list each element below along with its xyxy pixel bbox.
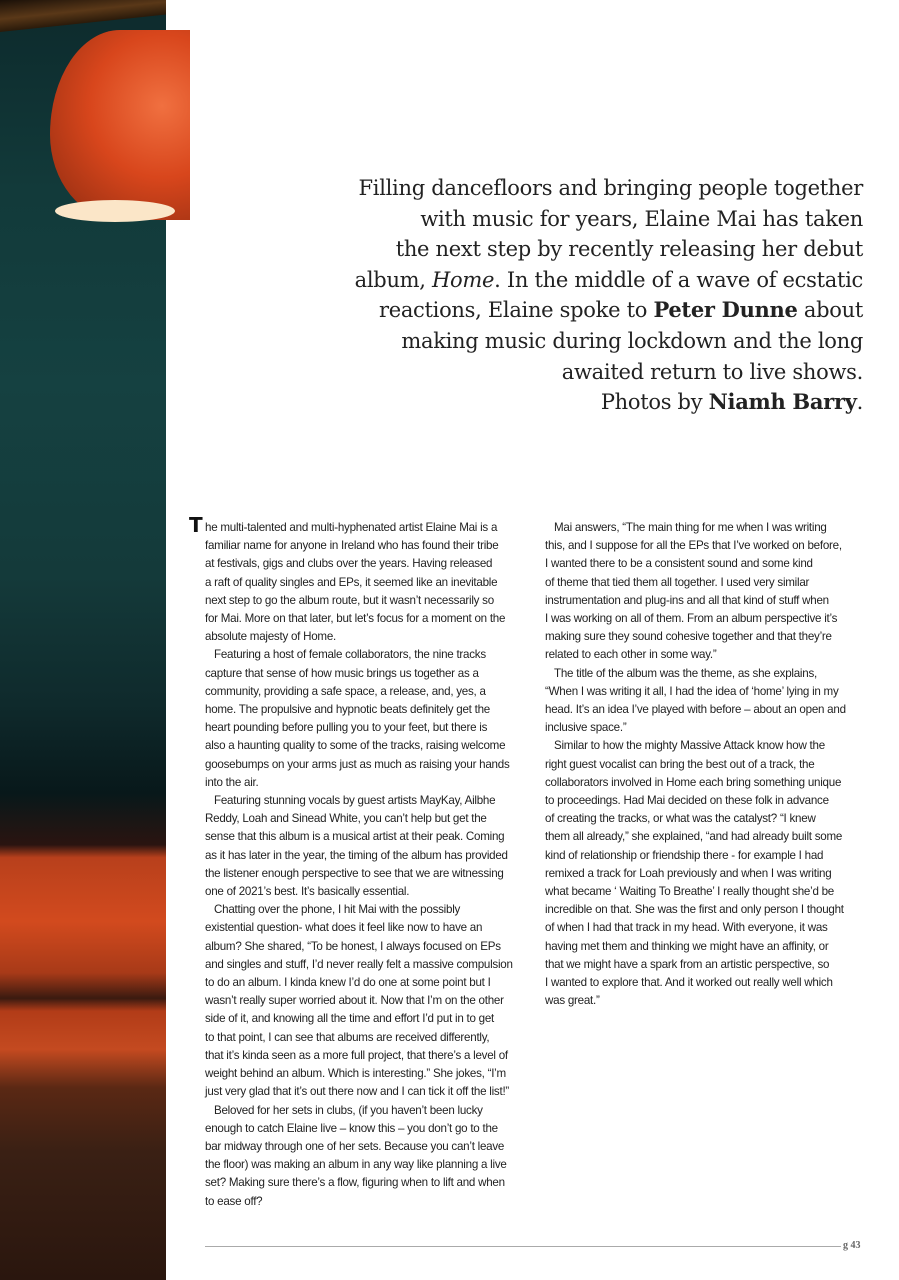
footer-rule bbox=[205, 1246, 841, 1247]
body-line: for Mai. More on that later, but let’s focus for a moment on the bbox=[205, 612, 506, 626]
body-line: this, and I suppose for all the EPs that I’ve worked on before, bbox=[545, 539, 842, 553]
body-line: next step to go the album route, but it wasn’t necessarily so bbox=[205, 593, 494, 607]
body-line: of when I had that track in my head. With everyone, it was bbox=[545, 921, 828, 935]
body-line: incredible on that. She was the first and only person I thought bbox=[545, 903, 844, 917]
body-line: was great.” bbox=[545, 994, 600, 1008]
body-line: Featuring a host of female collaborators, the nine tracks bbox=[214, 648, 486, 662]
article-column-1 bbox=[205, 519, 530, 1211]
lamp-arm bbox=[0, 0, 166, 32]
page-number: g 43 bbox=[843, 1240, 861, 1251]
body-line: at festivals, gigs and clubs over the years. Having released bbox=[205, 557, 493, 571]
drop-cap: T bbox=[189, 513, 203, 537]
body-line: to that point, I can see that albums are received differently, bbox=[205, 1030, 490, 1044]
body-line: one of 2021’s best. It’s basically essential. bbox=[205, 885, 410, 899]
standfirst-line bbox=[343, 173, 863, 204]
body-line: “When I was writing it all, I had the idea of ‘home’ lying in my bbox=[545, 684, 839, 698]
standfirst-text: about bbox=[797, 298, 863, 323]
standfirst-line bbox=[343, 204, 863, 235]
standfirst-text: . In the middle of a wave of ecstatic bbox=[494, 267, 863, 292]
body-line: as it has later in the year, the timing of the album has provided bbox=[205, 848, 508, 862]
body-line: that we might have a spark from an artistic perspective, so bbox=[545, 957, 830, 971]
body-line: home. The propulsive and hypnotic beats definitely get the bbox=[205, 703, 490, 717]
body-line: to ease off? bbox=[205, 1194, 263, 1208]
body-line: making sure they sound cohesive together and that they’re bbox=[545, 630, 832, 644]
body-line: of creating the tracks, or what was the catalyst? “I knew bbox=[545, 812, 816, 826]
body-line: bar midway through one of her sets. Because you can’t leave bbox=[205, 1139, 505, 1153]
standfirst-text: awaited return to live shows. bbox=[561, 359, 863, 384]
body-line: a raft of quality singles and EPs, it seemed like an inevitable bbox=[205, 575, 498, 589]
body-line: wasn’t really super worried about it. Now that I’m on the other bbox=[205, 994, 504, 1008]
body-line: Similar to how the mighty Massive Attack know how the bbox=[554, 739, 825, 753]
standfirst-line bbox=[343, 387, 863, 418]
hero-photo bbox=[0, 0, 166, 1280]
standfirst-line bbox=[343, 326, 863, 357]
body-line: collaborators involved in Home each bring something unique bbox=[545, 775, 842, 789]
body-line: remixed a track for Loah previously and when I was writing bbox=[545, 866, 832, 880]
body-line: instrumentation and plug-ins and all that kind of stuff when bbox=[545, 593, 829, 607]
body-line: familiar name for anyone in Ireland who has found their tribe bbox=[205, 539, 499, 553]
body-line: goosebumps on your arms just as much as raising your hands bbox=[205, 757, 510, 771]
body-line: also a haunting quality to some of the tracks, raising welcome bbox=[205, 739, 506, 753]
standfirst-line bbox=[343, 295, 863, 326]
standfirst-text: album, bbox=[354, 267, 433, 292]
body-line: of theme that tied them all together. I used very similar bbox=[545, 575, 810, 589]
body-line: them all already,” she explained, “and had already built some bbox=[545, 830, 843, 844]
body-line: heart pounding before pulling you to your feet, but there is bbox=[205, 721, 488, 735]
body-line: kind of relationship or friendship there - for example I had bbox=[545, 848, 824, 862]
body-line: right guest vocalist can bring the best out of a track, the bbox=[545, 757, 815, 771]
article-column-2 bbox=[545, 519, 870, 1010]
standfirst bbox=[343, 173, 863, 418]
body-line: enough to catch Elaine live – know this – you don’t go to the bbox=[205, 1121, 498, 1135]
body-line: Mai answers, “The main thing for me when I was writing bbox=[554, 521, 827, 534]
standfirst-text: with music for years, Elaine Mai has taken bbox=[420, 206, 863, 231]
body-line: existential question- what does it feel like now to have an bbox=[205, 921, 483, 935]
body-line: he multi-talented and multi-hyphenated artist Elaine Mai is a bbox=[205, 521, 498, 534]
lamp-rim bbox=[55, 200, 175, 222]
standfirst-line bbox=[343, 234, 863, 265]
body-line: head. It’s an idea I’ve played with before – about an open and bbox=[545, 703, 846, 717]
standfirst-text: Photos by bbox=[600, 390, 709, 415]
credit-name: Niamh Barry bbox=[708, 389, 857, 415]
standfirst-text: Filling dancefloors and bringing people together bbox=[358, 176, 863, 200]
body-line: I was working on all of them. From an album perspective it’s bbox=[545, 612, 838, 626]
body-line: I wanted there to be a consistent sound and some kind bbox=[545, 557, 813, 571]
standfirst-line bbox=[343, 265, 863, 296]
body-line: the floor) was making an album in any way like planning a live bbox=[205, 1158, 507, 1172]
body-line: related to each other in some way.” bbox=[545, 648, 717, 662]
standfirst-line bbox=[343, 357, 863, 388]
standfirst-text: . bbox=[856, 390, 863, 415]
body-line: sense that this album is a musical artist at their peak. Coming bbox=[205, 830, 505, 844]
body-line: Chatting over the phone, I hit Mai with the possibly bbox=[214, 903, 461, 917]
body-line: to do an album. I kinda knew I’d do one at some point but I bbox=[205, 976, 491, 990]
body-line: the listener enough perspective to see that we are witnessing bbox=[205, 866, 504, 880]
body-line: weight behind an album. Which is interesting.” She jokes, “I’m bbox=[205, 1067, 506, 1081]
body-line: The title of the album was the theme, as she explains, bbox=[554, 666, 817, 680]
body-line: set? Making sure there’s a flow, figuring when to lift and when bbox=[205, 1176, 505, 1190]
body-line: I wanted to explore that. And it worked out really well which bbox=[545, 976, 833, 990]
body-line: inclusive space.” bbox=[545, 721, 627, 735]
standfirst-text: making music during lockdown and the long bbox=[401, 328, 863, 353]
body-line: absolute majesty of Home. bbox=[205, 630, 337, 644]
body-line: just very glad that it’s out there now and I can tick it off the list!” bbox=[205, 1085, 510, 1099]
album-title: Home bbox=[432, 267, 495, 292]
body-line: and singles and stuff, I’d never really felt a massive compulsion bbox=[205, 957, 513, 971]
body-line: Featuring stunning vocals by guest artists MayKay, Ailbhe bbox=[214, 794, 496, 808]
body-line: what became ‘ Waiting To Breathe’ I really thought she’d be bbox=[545, 885, 835, 899]
body-line: community, providing a safe space, a release, and, yes, a bbox=[205, 684, 486, 698]
body-line: side of it, and knowing all the time and effort I’d put in to get bbox=[205, 1012, 495, 1026]
body-line: that it’s kinda seen as a more full project, that there’s a level of bbox=[205, 1048, 508, 1062]
body-line: having met them and thinking we might have an affinity, or bbox=[545, 939, 829, 953]
body-line: Beloved for her sets in clubs, (if you haven’t been lucky bbox=[214, 1103, 483, 1117]
body-line: to proceedings. Had Mai decided on these folk in advance bbox=[545, 794, 829, 808]
credit-name: Peter Dunne bbox=[653, 297, 798, 323]
red-lamp-shade bbox=[50, 30, 190, 220]
body-line: capture that sense of how music brings us together as a bbox=[205, 666, 479, 680]
standfirst-text: reactions, Elaine spoke to bbox=[378, 298, 654, 323]
body-line: album? She shared, “To be honest, I always focused on EPs bbox=[205, 939, 501, 953]
body-line: into the air. bbox=[205, 775, 259, 789]
standfirst-text: the next step by recently releasing her debut bbox=[395, 237, 863, 262]
body-line: Reddy, Loah and Sinead White, you can’t help but get the bbox=[205, 812, 487, 826]
